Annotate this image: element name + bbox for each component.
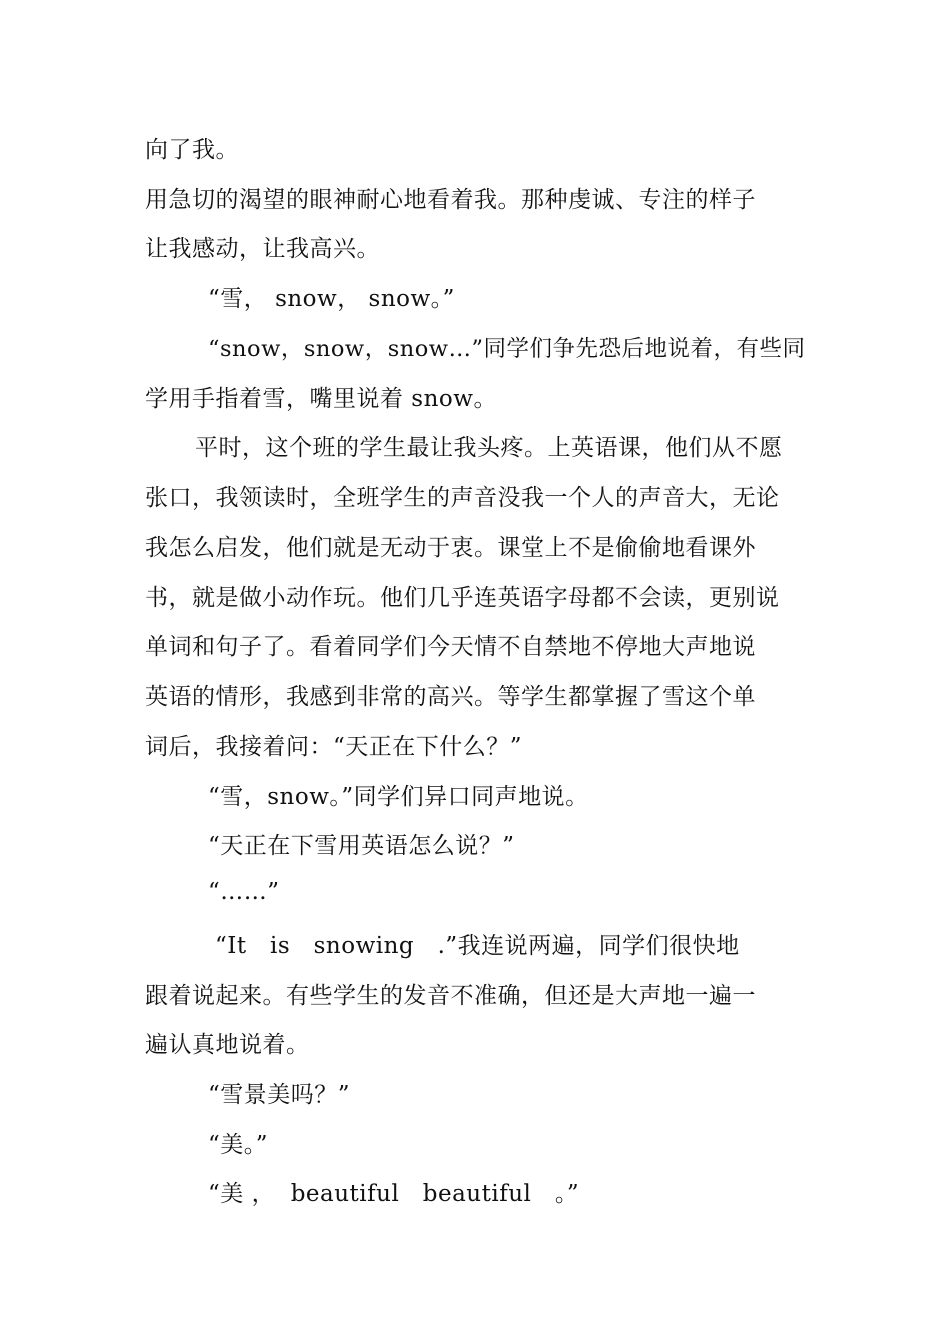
text-line: “雪，snow。”同学们异口同声地说。 [208,784,589,810]
text-line: “It is snowing .”我连说两遍，同学们很快地 [215,933,740,959]
text-line: “snow，snow，snow…”同学们争先恐后地说着，有些同 [208,336,806,362]
text-line: 单词和句子了。看着同学们今天情不自禁地不停地大声地说 [145,634,756,660]
text-line: 让我感动，让我高兴。 [145,236,380,262]
text-line: 我怎么启发，他们就是无动于衷。课堂上不是偷偷地看课外 [145,535,756,561]
text-line: 学用手指着雪，嘴里说着 snow。 [145,386,497,412]
text-line: “……” [208,879,280,905]
text-line: 平时，这个班的学生最让我头疼。上英语课，他们从不愿 [195,435,783,461]
text-line: “美。” [208,1132,269,1158]
text-line: “天正在下雪用英语怎么说？” [208,833,515,859]
text-line: 词后，我接着问：“天正在下什么？” [145,734,523,760]
text-line: 向了我。 [145,137,239,163]
text-line: 跟着说起来。有些学生的发音不准确，但还是大声地一遍一 [145,983,756,1009]
text-line: “雪景美吗？” [208,1082,351,1108]
text-line: 书，就是做小动作玩。他们几乎连英语字母都不会读，更别说 [145,585,780,611]
text-line: 用急切的渴望的眼神耐心地看着我。那种虔诚、专注的样子 [145,187,756,213]
text-line: “雪， snow， snow。” [208,286,455,312]
text-line: “美 ， beautiful beautiful 。” [208,1181,580,1207]
text-line: 遍认真地说着。 [145,1032,310,1058]
text-line: 张口，我领读时，全班学生的声音没我一个人的声音大，无论 [145,485,780,511]
text-line: 英语的情形，我感到非常的高兴。等学生都掌握了雪这个单 [145,684,756,710]
